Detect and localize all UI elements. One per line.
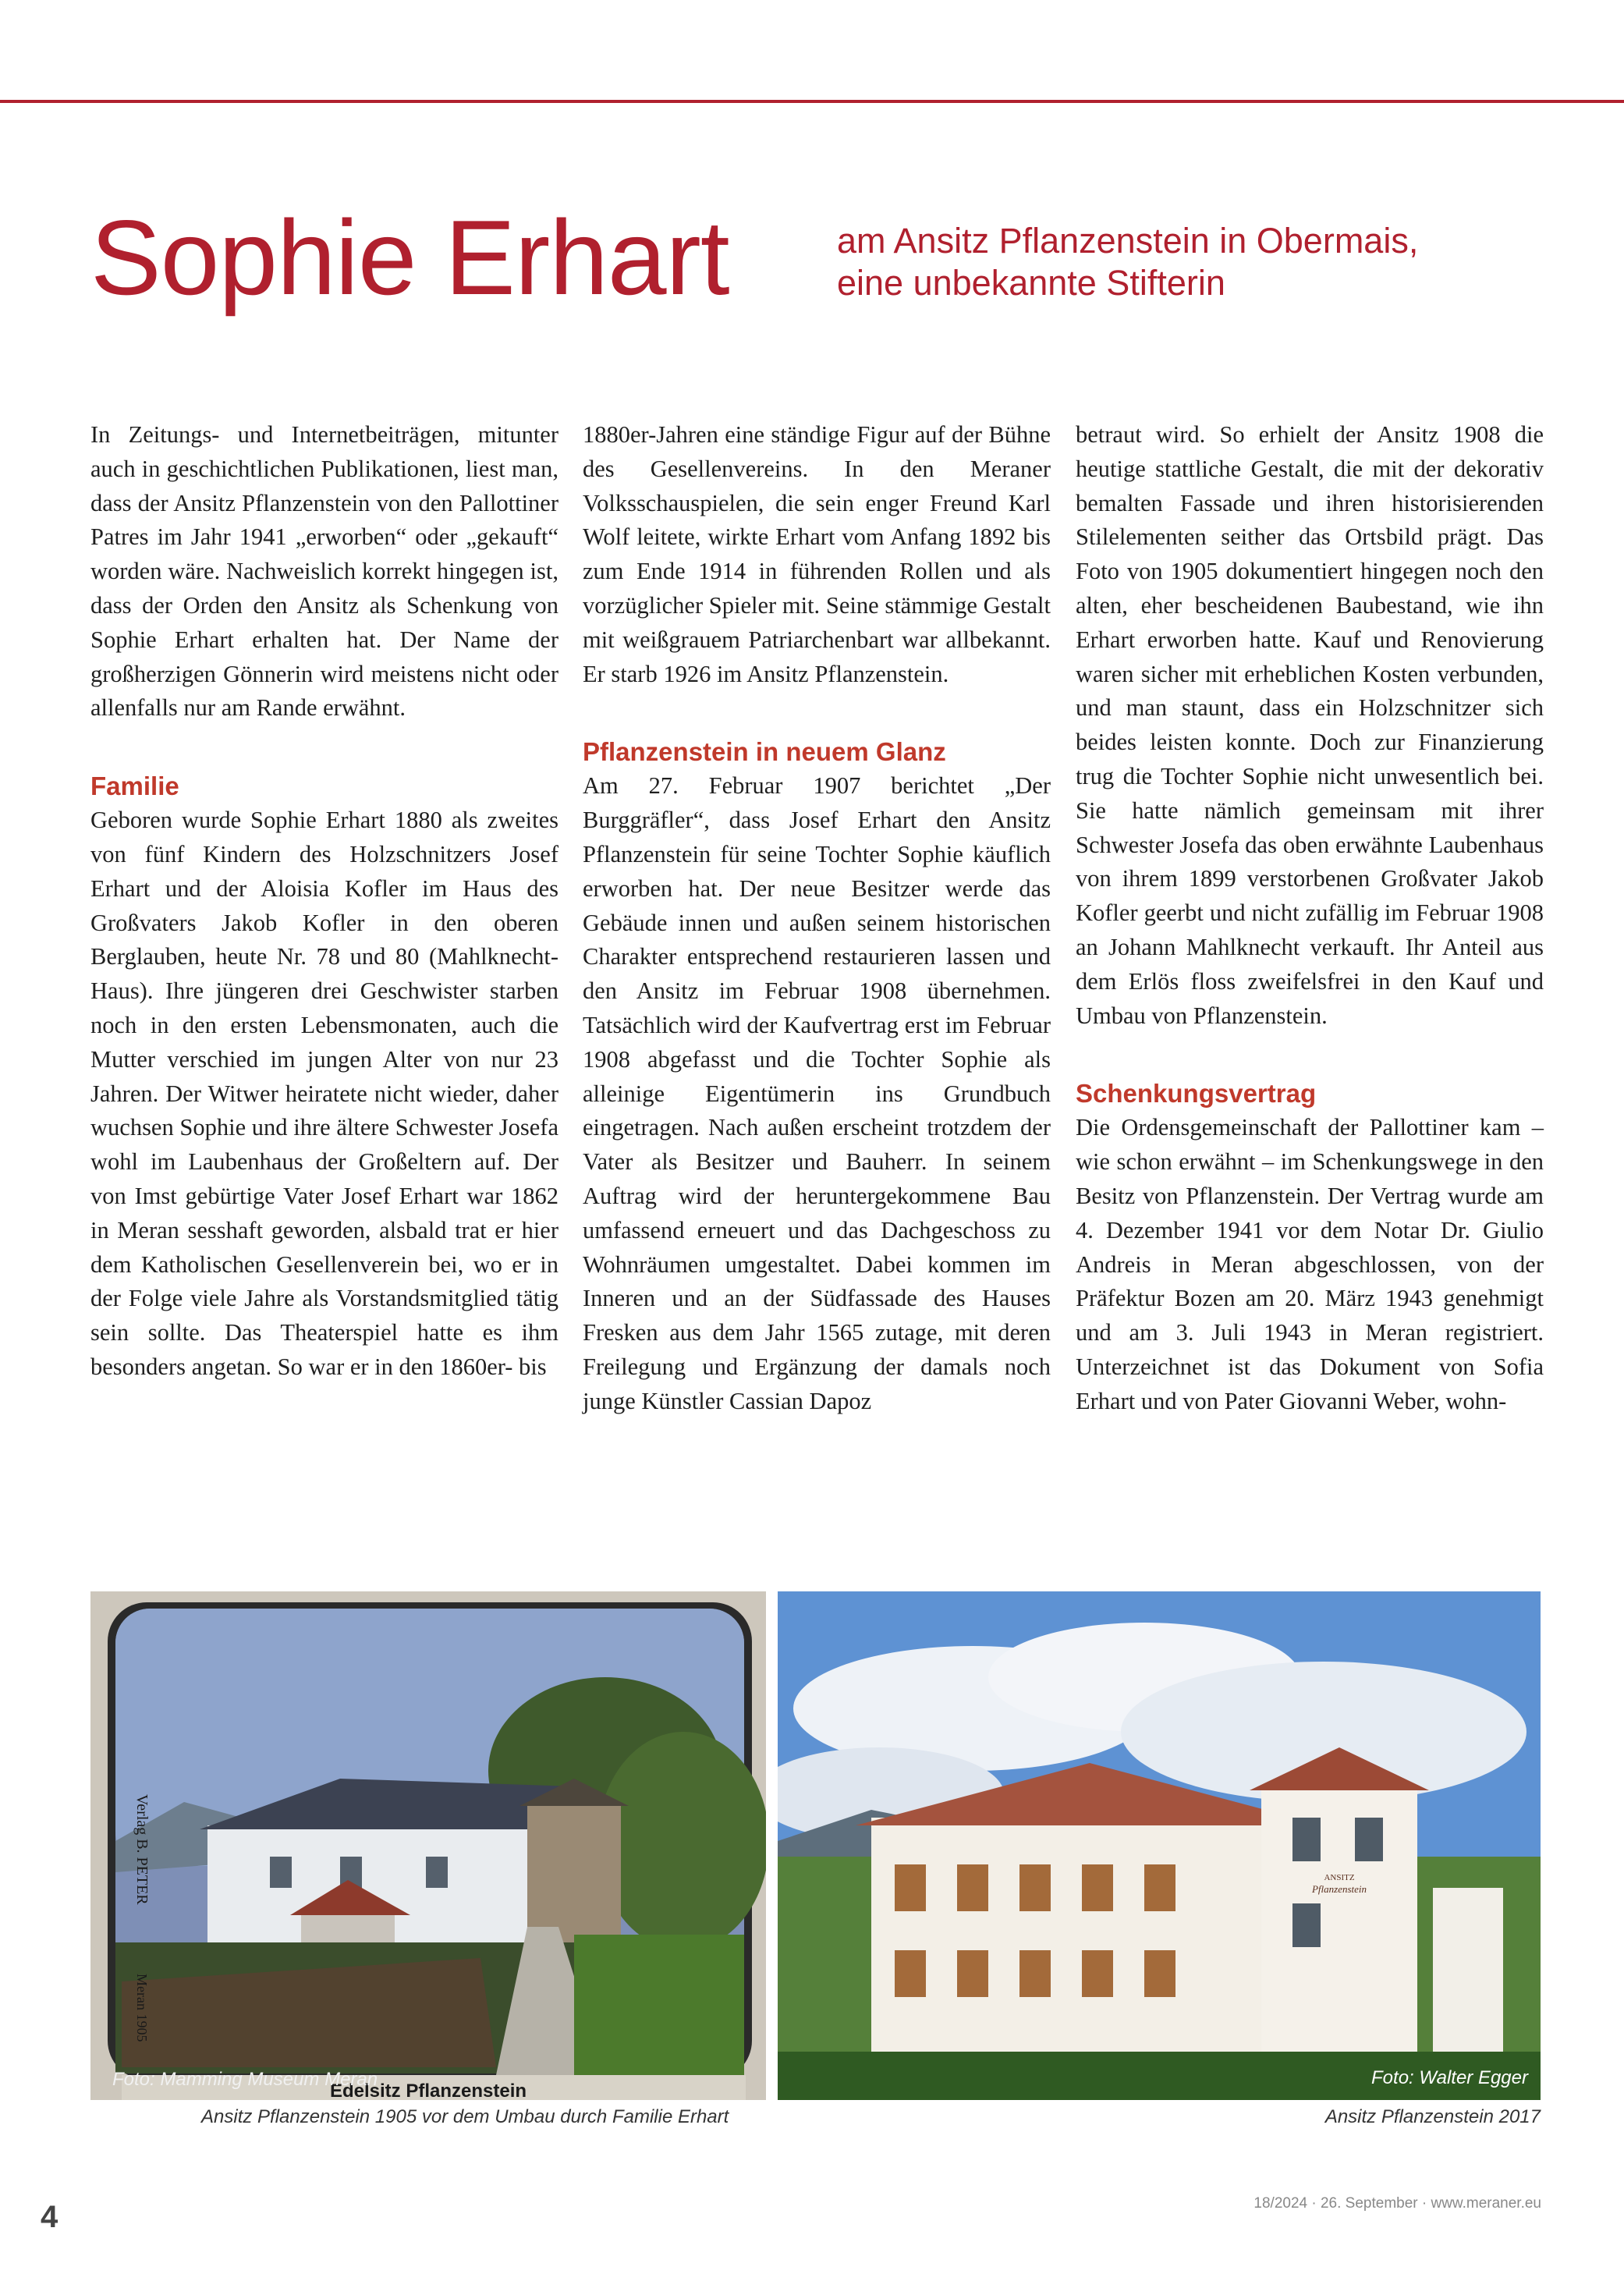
building-sign-line-2: Pflanzenstein (1311, 1883, 1367, 1895)
issue-info: 18/2024 · 26. September · www.meraner.eu (1253, 2195, 1541, 2212)
text-column-2 (583, 418, 1051, 1419)
photo-caption-2017: Ansitz Pflanzenstein 2017 (1324, 2106, 1541, 2127)
place-year-label: Meran 1905 (134, 1974, 150, 2042)
familie-paragraph: Geboren wurde Sophie Erhart 1880 als zweites von fünf Kindern des Holzschnitzers Josef Erhart und der Aloisia Kofler im Haus des Großvaters Jakob Kofler in den oberen Berglauben, heute Nr. 78 und 80 (Mahlknecht-Haus). Ihre jüngeren drei Geschwister starben noch in den ersten Lebensmonaten, auch die Mutter verschied im jungen Alter von nur 23 Jahren. Der Witwer heiratete nicht wieder, daher wuchsen Sophie und ihre ältere Schwester Josefa wohl im Laubenhaus der Großeltern auf. Der von Imst gebürtige Vater Josef Erhart war 1862 in Meran sesshaft geworden, alsbald trat er hier dem Katholischen Gesellenverein bei, wo er in der Folge viele Jahre als Vorstandsmitglied tätig sein sollte. Das Theaterspiel hatte es ihm besonders angetan. So war er in den 1860er- bis (90, 807, 558, 1380)
photo-caption-1905: Ansitz Pflanzenstein 1905 vor dem Umbau durch Familie Erhart (201, 2106, 729, 2127)
modern-photo-2017 (778, 1591, 1541, 2100)
publisher-label: Verlag B. PETER (133, 1794, 151, 1905)
card-label: Edelsitz Pflanzenstein (329, 2081, 527, 2100)
top-rule (0, 100, 1624, 103)
subtitle-line-1: am Ansitz Pflanzenstein in Obermais, (837, 221, 1419, 261)
page-number: 4 (41, 2200, 59, 2234)
text-column-1 (90, 418, 558, 1385)
building-sign-line-1: ANSITZ (1324, 1873, 1355, 1882)
section-heading-glanz: Pflanzenstein in neuem Glanz (583, 737, 946, 767)
intro-paragraph: In Zeitungs- und Internetbeiträgen, mitunter auch in geschichtlichen Publikationen, liest man, dass der Ansitz Pflanzenstein von den Pallottiner Patres im Jahr 1941 „erworben“ oder „gekauft“ worden wäre. Nachweislich korrekt hingegen ist, dass der Orden den Ansitz als Schenkung von Sophie Erhart erhalten hat. Der Name der großherzigen Gönnerin wird meistens nicht oder allenfalls nur am Rande erwähnt. (90, 421, 558, 722)
photo-credit: Foto: Walter Egger (1371, 2067, 1528, 2088)
subtitle-line-2: eine unbekannte Stifterin (837, 263, 1225, 303)
article-title: Sophie Erhart (90, 198, 729, 317)
glanz-paragraph: Am 27. Februar 1907 berichtet „Der Burggräfler“, dass Josef Erhart den Ansitz Pflanzenstein für seine Tochter Sophie käuflich erworben hat. Der neue Besitzer werde das Gebäude innen und außen seinem historischen Charakter entsprechend restaurieren lassen und den Ansitz im Februar 1908 übernehmen. Tatsächlich wird der Kaufvertrag erst im Februar 1908 abgefasst und die Tochter Sophie als alleinige Eigentümerin ins Grundbuch eingetragen. Nach außen erscheint trotzdem der Vater als Besitzer und Bauherr. In seinem Auftrag wird der heruntergekommene Bau umfassend erneuert und das Dachgeschoss zu Wohnräumen umgestaltet. Dabei kommen im Inneren und an der Südfassade des Hauses Fresken aus dem Jahr 1565 zutage, mit deren Freilegung und Ergänzung der damals noch junge Künstler Cassian Dapoz (583, 772, 1051, 1414)
continuation-paragraph: betraut wird. So erhielt der Ansitz 1908 die heutige stattliche Gestalt, die mit der dekorativ bemalten Fassade und ihren historisierenden Stilelementen seither das Ortsbild prägt. Das Foto von 1905 dokumentiert hingegen noch den alten, eher bescheidenen Baubestand, wie ihn Erhart erworben hatte. Kauf und Renovierung waren sicher mit erheblichen Kosten verbunden, und man staunt, dass ein Holzschnitzer sich beides leisten konnte. Doch zur Finanzierung trug die Tochter Sophie nicht unwesentlich bei. Sie hatte nämlich gemeinsam mit ihrer Schwester Josefa das oben erwähnte Laubenhaus von ihrem 1899 verstorbenen Großvater Jakob Kofler geerbt und nicht zufällig im Februar 1908 an Johann Mahlknecht verkauft. Ihr Anteil aus dem Erlös floss zweifelsfrei in den Kauf und Umbau von Pflanzenstein. (1076, 421, 1544, 1029)
continuation-paragraph: 1880er-Jahren eine ständige Figur auf der Bühne des Gesellenvereins. In den Meraner Volksschauspielen, die sein enger Freund Karl Wolf leitete, wirkte Erhart vom Anfang 1892 bis zum Ende 1914 in führenden Rollen und als vorzüglicher Spieler mit. Seine stämmige Gestalt mit weißgrauem Patriarchenbart war allbekannt. Er starb 1926 im Ansitz Pflanzenstein. (583, 421, 1051, 687)
photo-credit: Foto: Mamming Museum Meran (112, 2069, 378, 2090)
article-subtitle (837, 220, 1418, 304)
historic-postcard-illustration (90, 1591, 766, 2100)
section-heading-schenkung: Schenkungsvertrag (1076, 1079, 1317, 1109)
section-heading-familie: Familie (90, 772, 179, 801)
text-column-3 (1076, 418, 1544, 1419)
modern-building-illustration (778, 1591, 1541, 2100)
historic-photo-1905 (90, 1591, 766, 2100)
schenkung-paragraph: Die Ordensgemeinschaft der Pallottiner kam – wie schon erwähnt – im Schenkungswege in den Besitz von Pflanzenstein. Der Vertrag wurde am 4. Dezember 1941 vor dem Notar Dr. Giulio Andreis in Meran abgeschlossen, von der Präfektur Bozen am 20. März 1943 genehmigt und am 3. Juli 1943 in Meran registriert. Unterzeichnet ist das Dokument von Sofia Erhart und von Pater Giovanni Weber, wohn- (1076, 1114, 1544, 1414)
